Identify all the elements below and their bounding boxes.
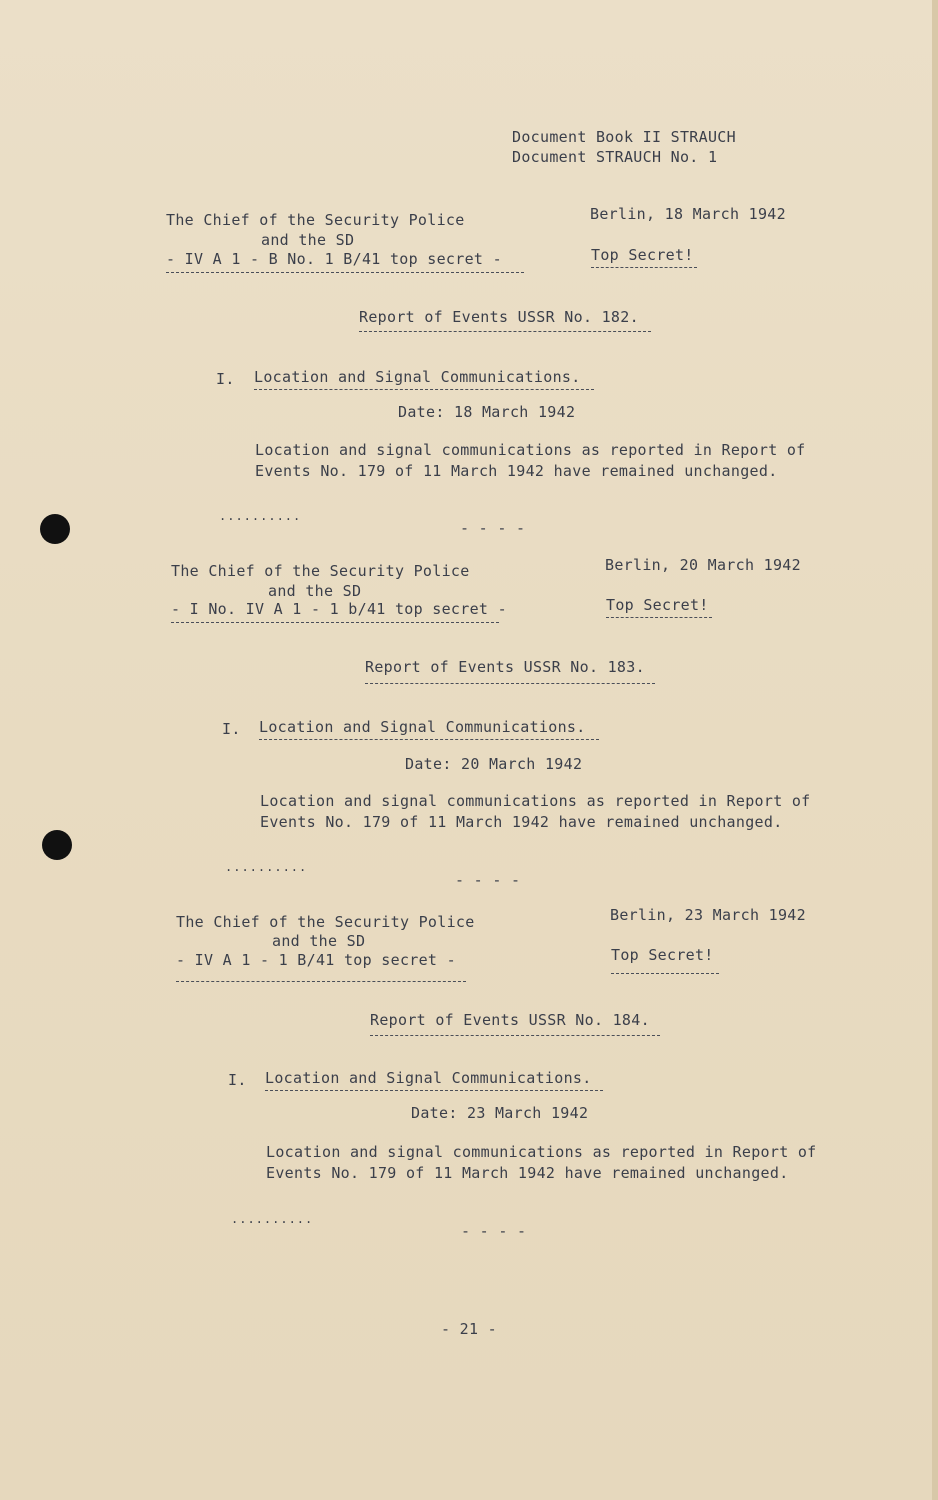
section-title: Location and Signal Communications. xyxy=(265,1069,592,1087)
sender-line-2: and the SD xyxy=(272,932,366,950)
report-date: Date: 20 March 1942 xyxy=(405,755,583,773)
section-separator: - - - - xyxy=(460,519,526,537)
document-book-label: Document Book II STRAUCH xyxy=(512,128,736,146)
section-title: Location and Signal Communications. xyxy=(254,368,581,386)
body-line-1: Location and signal communications as reported in Report of xyxy=(255,441,806,459)
body-line-2: Events No. 179 of 11 March 1942 have remained unchanged. xyxy=(260,813,783,831)
report-title-underline xyxy=(359,331,651,332)
punch-hole-bottom xyxy=(42,830,72,860)
report-title: Report of Events USSR No. 184. xyxy=(370,1011,650,1029)
report-date: Date: 23 March 1942 xyxy=(411,1104,589,1122)
report-title: Report of Events USSR No. 183. xyxy=(365,658,645,676)
classification-underline xyxy=(606,617,712,618)
reference-number: - IV A 1 - B No. 1 B/41 top secret - xyxy=(166,250,502,268)
classification: Top Secret! xyxy=(611,946,714,964)
section-number: I. xyxy=(228,1071,247,1089)
classification-underline xyxy=(611,973,719,974)
omission-dots: .......... xyxy=(225,860,308,874)
sender-line-2: and the SD xyxy=(261,231,355,249)
section-title-underline xyxy=(259,739,599,740)
sender-line-1: The Chief of the Security Police xyxy=(176,913,475,931)
omission-dots: .......... xyxy=(219,509,302,523)
place-date: Berlin, 20 March 1942 xyxy=(605,556,801,574)
section-number: I. xyxy=(216,370,235,388)
classification: Top Secret! xyxy=(606,596,709,614)
place-date: Berlin, 23 March 1942 xyxy=(610,906,806,924)
section-title-underline xyxy=(265,1090,603,1091)
reference-number: - IV A 1 - 1 B/41 top secret - xyxy=(176,951,456,969)
section-number: I. xyxy=(222,720,241,738)
page-number: - 21 - xyxy=(441,1320,497,1338)
report-title: Report of Events USSR No. 182. xyxy=(359,308,639,326)
body-line-2: Events No. 179 of 11 March 1942 have remained unchanged. xyxy=(255,462,778,480)
reference-number: - I No. IV A 1 - 1 b/41 top secret - xyxy=(171,600,507,618)
report-title-underline xyxy=(365,683,655,684)
body-line-1: Location and signal communications as reported in Report of xyxy=(260,792,811,810)
page-edge xyxy=(932,0,938,1500)
report-date: Date: 18 March 1942 xyxy=(398,403,576,421)
section-title: Location and Signal Communications. xyxy=(259,718,586,736)
section-title-underline xyxy=(254,389,594,390)
reference-underline xyxy=(166,272,524,273)
reference-underline xyxy=(171,622,499,623)
body-line-1: Location and signal communications as reported in Report of xyxy=(266,1143,817,1161)
omission-dots: .......... xyxy=(231,1212,314,1226)
section-separator: - - - - xyxy=(461,1222,527,1240)
classification-underline xyxy=(591,267,697,268)
section-separator: - - - - xyxy=(455,871,521,889)
reference-underline xyxy=(176,981,466,982)
sender-line-1: The Chief of the Security Police xyxy=(166,211,465,229)
document-number-label: Document STRAUCH No. 1 xyxy=(512,148,718,166)
sender-line-1: The Chief of the Security Police xyxy=(171,562,470,580)
place-date: Berlin, 18 March 1942 xyxy=(590,205,786,223)
report-title-underline xyxy=(370,1035,660,1036)
body-line-2: Events No. 179 of 11 March 1942 have remained unchanged. xyxy=(266,1164,789,1182)
classification: Top Secret! xyxy=(591,246,694,264)
sender-line-2: and the SD xyxy=(268,582,362,600)
punch-hole-top xyxy=(40,514,70,544)
